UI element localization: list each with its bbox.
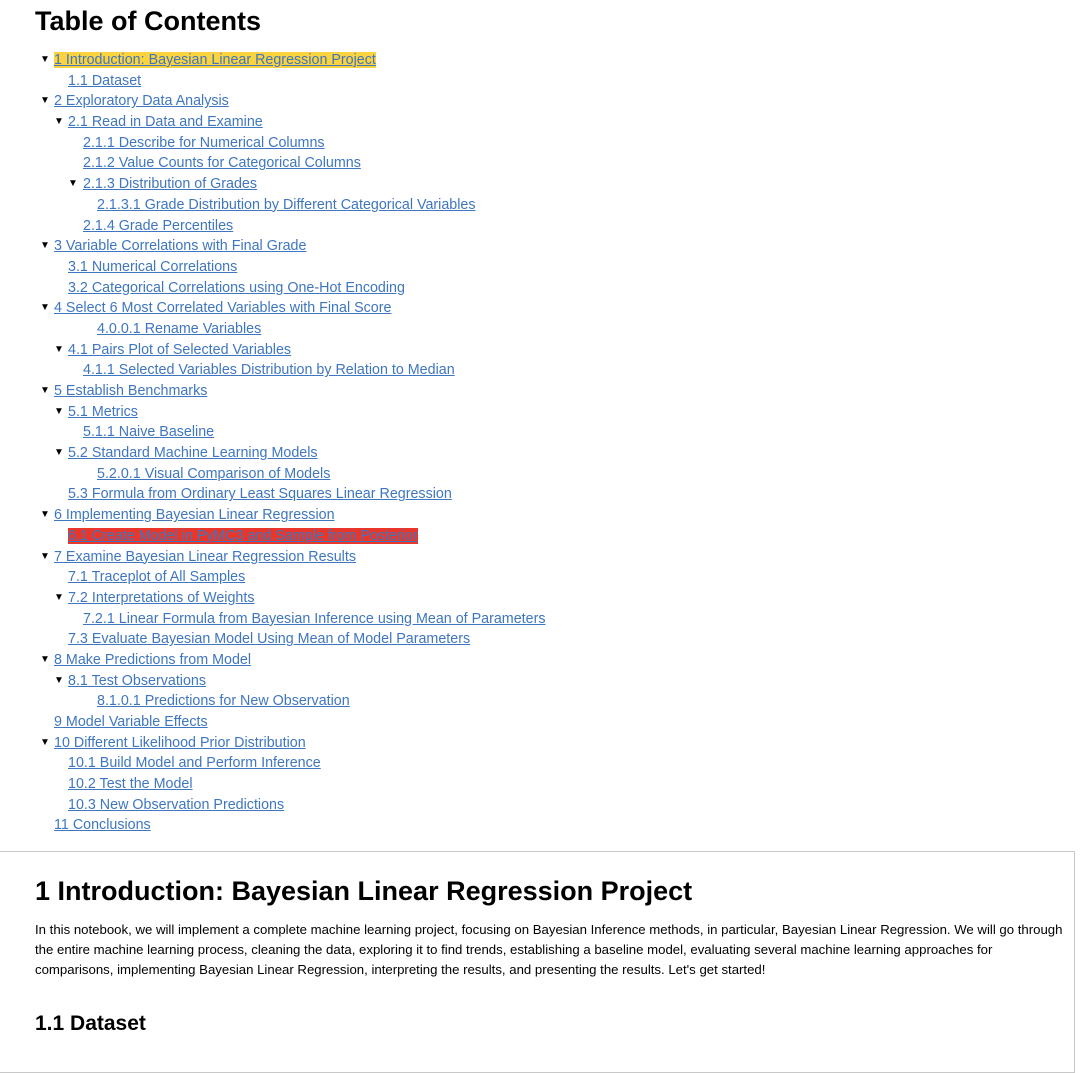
toc-link[interactable]: 10.1 Build Model and Perform Inference [68,755,321,772]
toc-item [0,360,546,381]
toc-item [0,340,546,361]
collapse-toggle-icon[interactable]: ▼ [54,116,64,128]
toc-link[interactable]: 1.1 Dataset [68,72,142,89]
toc-link[interactable]: 7.2.1 Linear Formula from Bayesian Inference using Mean of Parameters [83,610,546,627]
toc-item [0,484,546,505]
toc-item [0,71,546,92]
toc-item [0,216,546,237]
toc-item [0,671,546,692]
toc-item [0,567,546,588]
toc-item [0,774,546,795]
toc-item [0,547,546,568]
toc-item [0,50,546,71]
toc-item [0,815,546,836]
toc-link[interactable]: 3.2 Categorical Correlations using One-Hot Encoding [68,279,405,296]
toc-item [0,381,546,402]
toc-item [0,319,546,340]
toc-link[interactable]: 11 Conclusions [54,817,151,834]
collapse-toggle-icon[interactable]: ▼ [54,591,64,603]
subsection-heading: 1.1 Dataset [35,1012,146,1035]
toc-item [0,526,546,547]
toc-item [0,298,546,319]
toc-link[interactable]: 10 Different Likelihood Prior Distribution [54,734,306,751]
toc-link[interactable]: 4.0.0.1 Rename Variables [97,320,262,337]
collapse-toggle-icon[interactable]: ▼ [54,405,64,417]
toc-link[interactable]: 4 Select 6 Most Correlated Variables with Final Score [54,300,392,317]
collapse-toggle-icon[interactable]: ▼ [40,653,50,665]
toc-title: Table of Contents [35,6,261,36]
toc-item [0,195,546,216]
toc-item [0,588,546,609]
toc-item [0,609,546,630]
collapse-toggle-icon[interactable]: ▼ [40,736,50,748]
toc-item [0,402,546,423]
toc-link[interactable]: 5.2.0.1 Visual Comparison of Models [97,465,331,482]
toc-link[interactable]: 3 Variable Correlations with Final Grade [54,238,307,255]
toc-link[interactable]: 3.1 Numerical Correlations [68,258,238,275]
toc-link[interactable]: 2.1.3.1 Grade Distribution by Different Categorical Variables [97,196,476,213]
toc-link[interactable]: 5.3 Formula from Ordinary Least Squares Linear Regression [68,486,452,503]
toc-link[interactable]: 10.2 Test the Model [68,776,193,793]
toc-link[interactable]: 7 Examine Bayesian Linear Regression Results [54,548,356,565]
toc-link[interactable]: 5.2 Standard Machine Learning Models [68,445,318,462]
toc-link[interactable]: 6 Implementing Bayesian Linear Regression [54,507,335,524]
collapse-toggle-icon[interactable]: ▼ [54,343,64,355]
toc-link[interactable]: 7.2 Interpretations of Weights [68,589,255,606]
toc-item [0,464,546,485]
collapse-toggle-icon[interactable]: ▼ [40,95,50,107]
toc-link[interactable]: 2.1.1 Describe for Numerical Columns [83,134,325,151]
toc-link[interactable]: 4.1 Pairs Plot of Selected Variables [68,341,292,358]
intro-paragraph: In this notebook, we will implement a complete machine learning project, focusing on Bayesian Inference methods, in particular, Bayesian Linear Regression. We will go through the entire machine learning process, cleaning the data, exploring it to find trends, establishing a baseline model, evaluating several machine learning approaches for comparisons, implementing Bayesian Linear Regression, interpreting the results, and presenting the results. Let's get started! [35,922,1063,977]
toc-item [0,733,546,754]
collapse-toggle-icon[interactable]: ▼ [54,447,64,459]
markdown-cell[interactable] [0,851,1075,1073]
collapse-toggle-icon[interactable]: ▼ [40,509,50,521]
collapse-toggle-icon[interactable]: ▼ [40,385,50,396]
toc-link[interactable]: 4.1.1 Selected Variables Distribution by Relation to Median [83,362,455,379]
toc-item [0,257,546,278]
toc-link[interactable]: 2.1.4 Grade Percentiles [83,217,234,234]
toc-link[interactable]: 5.1.1 Naive Baseline [83,424,215,441]
toc-item [0,153,546,174]
toc-link[interactable]: 7.3 Evaluate Bayesian Model Using Mean of Model Parameters [68,631,471,648]
toc-item [0,422,546,443]
toc-link[interactable]: 9 Model Variable Effects [54,714,208,730]
section-heading: 1 Introduction: Bayesian Linear Regression Project [35,876,693,906]
collapse-toggle-icon[interactable]: ▼ [54,674,64,686]
toc-link[interactable]: 2.1 Read in Data and Examine [68,114,263,131]
toc-link[interactable]: 5.1 Metrics [68,403,138,420]
toc-item [0,112,546,133]
toc-item [0,650,546,671]
toc-item [0,795,546,816]
toc-item [0,91,546,112]
toc-link[interactable]: 6.1 Create Model in PyMC3 and Sample from Posterior [68,527,418,544]
table-of-contents [0,50,546,836]
toc-item [0,505,546,526]
toc-item [0,174,546,195]
toc-link[interactable]: 8.1.0.1 Predictions for New Observation [97,693,350,710]
collapse-toggle-icon[interactable]: ▼ [40,54,50,65]
toc-link[interactable]: 8.1 Test Observations [68,672,207,689]
toc-item [0,133,546,154]
toc-link[interactable]: 5 Establish Benchmarks [54,383,208,399]
toc-link[interactable]: 10.3 New Observation Predictions [68,796,285,813]
toc-item [0,712,546,733]
toc-link[interactable]: 7.1 Traceplot of All Samples [68,569,246,586]
collapse-toggle-icon[interactable]: ▼ [40,302,50,314]
collapse-toggle-icon[interactable]: ▼ [68,178,78,190]
toc-item [0,443,546,464]
toc-item [0,691,546,712]
toc-link[interactable]: 8 Make Predictions from Model [54,651,252,668]
toc-link[interactable]: 2 Exploratory Data Analysis [54,93,229,110]
toc-item [0,278,546,299]
toc-item [0,629,546,650]
toc-link[interactable]: 1 Introduction: Bayesian Linear Regression Project [54,52,376,68]
collapse-toggle-icon[interactable]: ▼ [40,240,50,252]
collapse-toggle-icon[interactable]: ▼ [40,550,50,562]
toc-link[interactable]: 2.1.3 Distribution of Grades [83,176,258,193]
toc-item [0,753,546,774]
toc-item [0,236,546,257]
toc-link[interactable]: 2.1.2 Value Counts for Categorical Columns [83,155,361,172]
